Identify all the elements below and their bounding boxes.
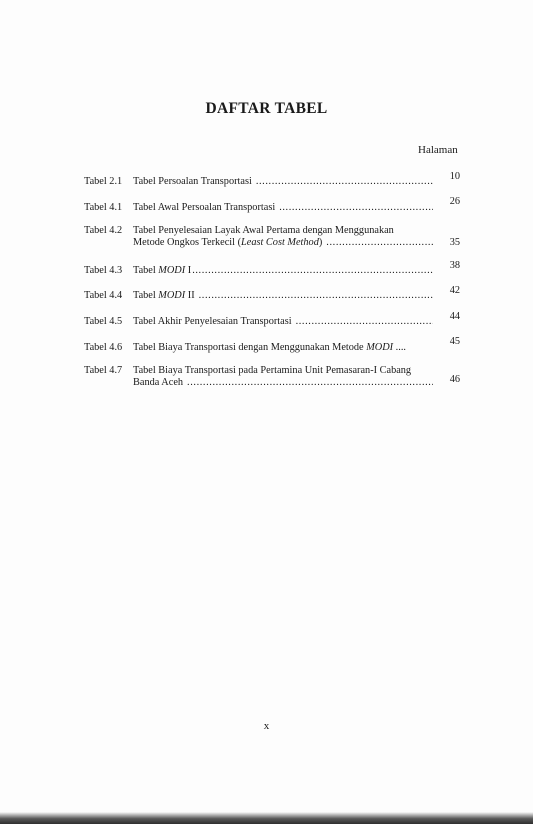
toc-entry-label: Tabel 4.2: [84, 225, 123, 236]
toc-entry-title-cont: Metode Ongkos Terkecil (Least Cost Method): [133, 237, 323, 248]
toc-entry-title-cont: Banda Aceh: [133, 377, 184, 388]
toc-entry-page: 38: [449, 260, 460, 271]
page-number: x: [263, 720, 270, 732]
leader-dots: [192, 265, 433, 277]
toc-entry-label: Tabel 4.1: [84, 202, 123, 213]
toc-entry-page: 26: [449, 196, 460, 207]
leader-dots: [326, 237, 433, 249]
toc-entry-title: Tabel MODI II: [133, 290, 195, 301]
toc-entry-page: 10: [449, 171, 460, 182]
toc-entry-page: 46: [449, 374, 460, 385]
toc-entry-page: 44: [449, 311, 460, 322]
leader-dots: [199, 290, 433, 302]
toc-entry-title: Tabel MODI I: [133, 265, 192, 276]
toc-entry-label: Tabel 4.6: [84, 342, 123, 353]
toc-entry-label: Tabel 4.3: [84, 265, 123, 276]
toc-entry-title: Tabel Awal Persoalan Transportasi: [133, 202, 276, 213]
toc-entry-label: Tabel 4.7: [84, 365, 123, 376]
toc-entry-label: Tabel 4.4: [84, 290, 123, 301]
toc-entry-title: Tabel Biaya Transportasi dengan Menggunakan Metode MODI ....: [133, 342, 406, 353]
toc-entry-title: Tabel Biaya Transportasi pada Pertamina Unit Pemasaran-I Cabang: [133, 365, 412, 376]
toc-entry-label: Tabel 4.5: [84, 316, 123, 327]
leader-dots: [279, 202, 433, 214]
page-edge-shadow: [0, 812, 533, 824]
leader-dots: [296, 316, 433, 328]
toc-entry-label: Tabel 2.1: [84, 176, 123, 187]
toc-entry-page: 45: [449, 336, 460, 347]
toc-entry-page: 42: [449, 285, 460, 296]
toc-entry-title: Tabel Penyelesaian Layak Awal Pertama dengan Menggunakan: [133, 225, 394, 236]
toc-entry-title: Tabel Akhir Penyelesaian Transportasi: [133, 316, 292, 327]
toc-entry-title: Tabel Persoalan Transportasi: [133, 176, 252, 187]
leader-dots: [256, 176, 433, 188]
page-title: DAFTAR TABEL: [205, 100, 328, 117]
page-column-header: Halaman: [418, 144, 458, 156]
toc-entry-page: 35: [449, 237, 460, 248]
leader-dots: [187, 377, 433, 389]
